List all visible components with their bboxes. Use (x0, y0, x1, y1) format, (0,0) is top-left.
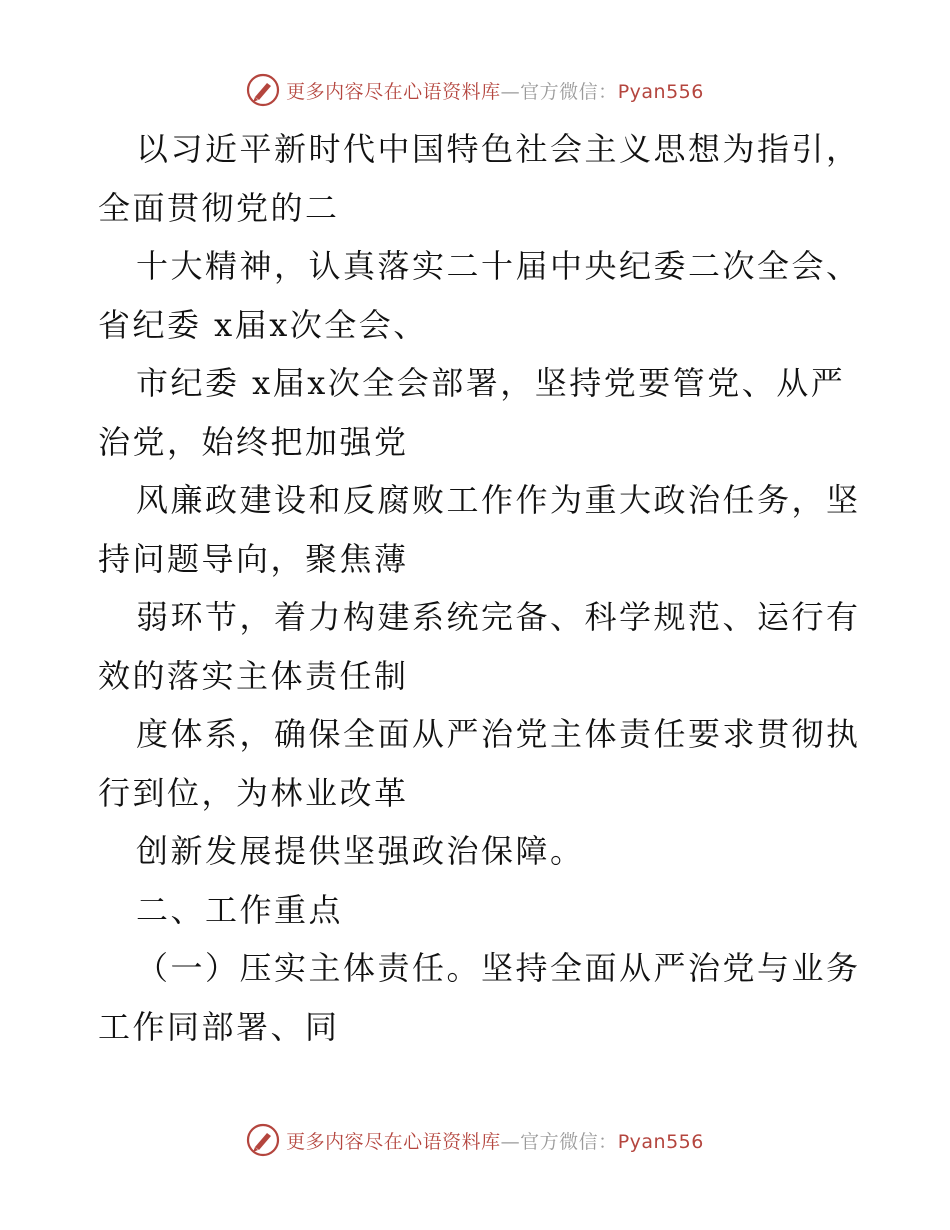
body-line: 行到位，为林业改革 (98, 773, 409, 812)
body-line: （一）压实主体责任。坚持全面从严治党与业务 (136, 949, 861, 987)
header-contact-label: 官方微信： (520, 80, 618, 103)
section-heading: 二、工作重点 (136, 890, 344, 929)
body-line: 治党，始终把加强党 (98, 422, 409, 461)
body-line: 工作同部署、同 (98, 1007, 340, 1046)
footer-separator: — (500, 1130, 521, 1153)
header-banner (0, 70, 950, 110)
body-line: 十大精神，认真落实二十届中央纪委二次全会、 (136, 247, 861, 285)
body-line: 全面贯彻党的二 (98, 188, 340, 227)
document-body (98, 120, 861, 1056)
body-line: 创新发展提供坚强政治保障。 (136, 832, 585, 870)
body-line: 省纪委 x届x次全会、 (98, 305, 428, 344)
body-line: 风廉政建设和反腐败工作作为重大政治任务，坚 (136, 481, 861, 519)
body-line: 弱环节，着力构建系统完备、科学规范、运行有 (136, 598, 861, 636)
footer-contact-label: 官方微信： (520, 1130, 618, 1153)
body-line: 以习近平新时代中国特色社会主义思想为指引， (136, 130, 861, 168)
body-line: 持问题导向，聚焦薄 (98, 539, 409, 578)
footer-banner-text (286, 1127, 704, 1154)
header-wechat-id: Pyan556 (617, 80, 704, 103)
body-line: 效的落实主体责任制 (98, 656, 409, 695)
header-brand: 更多内容尽在心语资料库 (286, 80, 501, 103)
body-line: 度体系，确保全面从严治党主体责任要求贯彻执 (136, 715, 861, 753)
header-separator: — (500, 80, 521, 103)
header-banner-text (286, 77, 704, 104)
body-line: 市纪委 x届x次全会部署，坚持党要管党、从严 (136, 364, 846, 402)
pen-logo-icon (246, 1123, 280, 1157)
footer-brand: 更多内容尽在心语资料库 (286, 1130, 501, 1153)
footer-wechat-id: Pyan556 (617, 1130, 704, 1153)
footer-banner (0, 1120, 950, 1160)
pen-logo-icon (246, 73, 280, 107)
